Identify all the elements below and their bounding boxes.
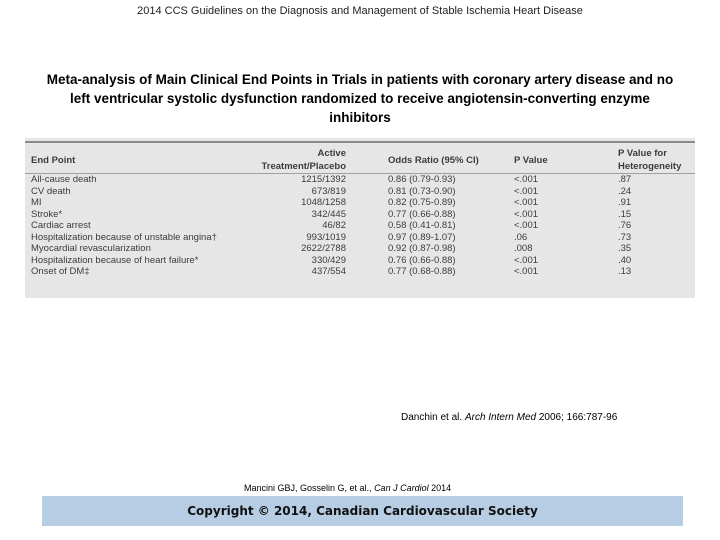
table-cell: .008 [514,243,533,254]
table-cell: .06 [514,231,528,243]
slide-title: Meta-analysis of Main Clinical End Points in Trials in patients with coronary artery disease and no left ventricular systolic dysfunction randomized to receive angiotensin-converting enzyme inhibitors [46,72,674,125]
results-table-panel [25,138,695,298]
table-cell: <.001 [514,266,539,277]
citation [401,412,617,423]
table-cell: .35 [618,243,632,254]
table-cell: 0.92 (0.87-0.98) [388,243,456,254]
table-cell: Onset of DM‡ [31,266,90,277]
table-row [25,174,695,186]
column-header: P Value for Heterogeneity [574,147,695,174]
citation-authors: Danchin et al. [401,412,463,423]
table-row [25,220,695,232]
table-body [25,174,695,278]
table-cell: 330/429 [311,254,346,266]
credit-authors: Mancini GBJ, Gosselin G, et al., [244,483,372,493]
table-cell: Myocardial revascularization [31,243,151,254]
table-cell: 0.86 (0.79-0.93) [388,174,456,185]
table-cell: 0.58 (0.41-0.81) [388,220,456,231]
table-cell: Hospitalization because of unstable angina† [31,231,217,243]
table-cell: 0.77 (0.68-0.88) [388,266,456,277]
table-cell: 46/82 [322,220,346,231]
table-cell: .15 [618,208,632,220]
column-header: Active Treatment/Placebo [236,147,370,174]
table-row [25,186,695,198]
citation-details: 2006; 166:787-96 [538,412,618,423]
table-cell: <.001 [514,254,539,266]
table-cell: MI [31,197,42,208]
credit-year: 2014 [431,483,452,493]
table-cell: Cardiac arrest [31,220,91,231]
column-header: P Value [508,147,574,174]
table-cell: .73 [618,231,632,243]
table-cell: 0.77 (0.66-0.88) [388,208,456,220]
results-table [25,147,695,278]
table-cell: <.001 [514,185,539,197]
table-cell: .24 [618,185,632,197]
table-cell: <.001 [514,174,539,185]
table-row [25,197,695,209]
slide-credit [244,483,451,493]
copyright-text: Copyright © 2014, Canadian Cardiovascular Society [187,504,538,518]
table-cell: All-cause death [31,174,97,185]
table-row [25,209,695,221]
table-cell: .87 [618,174,632,185]
table-row [25,232,695,244]
table-cell: .40 [618,254,632,266]
table-cell: 437/554 [311,266,346,277]
citation-journal: Arch Intern Med [464,412,537,423]
table-cell: CV death [31,185,71,197]
table-cell: Hospitalization because of heart failure* [31,254,199,266]
table-cell: Stroke* [31,208,63,220]
table-cell: <.001 [514,208,539,220]
column-header: Odds Ratio (95% CI) [370,147,508,174]
table-cell: .13 [618,266,632,277]
table-cell: 0.97 (0.89-1.07) [388,231,456,243]
copyright-bar [42,496,683,526]
table-row [25,255,695,267]
table-cell: <.001 [514,197,539,208]
column-header: End Point [25,147,236,174]
table-cell: 673/819 [311,185,346,197]
table-cell: 0.81 (0.73-0.90) [388,185,456,197]
table-cell: 342/445 [311,208,346,220]
table-cell: 1215/1392 [301,174,346,185]
table-row [25,266,695,278]
table-row [25,243,695,255]
table-cell: 2622/2788 [301,243,346,254]
table-cell: 1048/1258 [301,197,346,208]
table-top-rule [25,141,695,143]
table-cell: <.001 [514,220,539,231]
table-header-row [25,147,695,174]
table-cell: 0.76 (0.66-0.88) [388,254,456,266]
guideline-header: 2014 CCS Guidelines on the Diagnosis and Management of Stable Ischemia Heart Disease [137,5,583,17]
table-cell: 0.82 (0.75-0.89) [388,197,456,208]
table-cell: 993/1019 [306,231,346,243]
table-cell: .76 [618,220,632,231]
table-cell: .91 [618,197,632,208]
credit-journal: Can J Cardiol [374,483,429,493]
